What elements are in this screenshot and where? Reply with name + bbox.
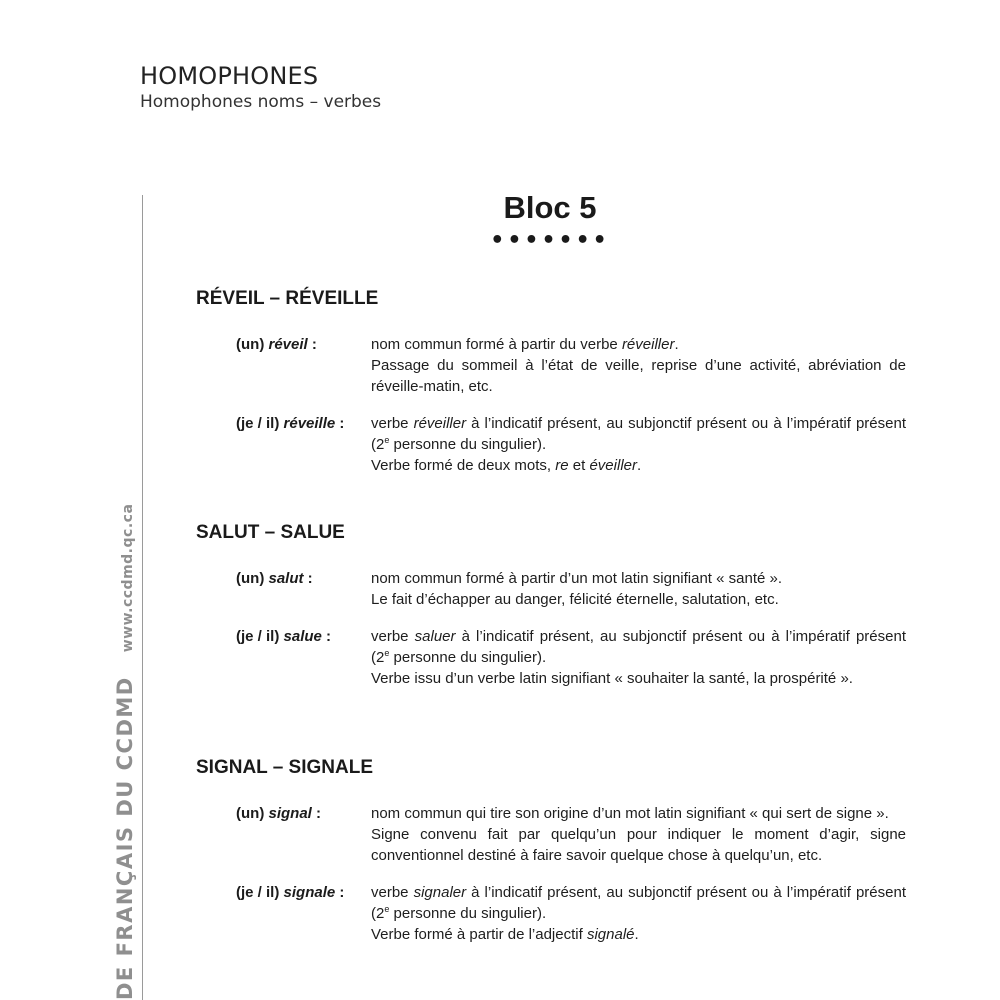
document-subtitle: Homophones noms – verbes xyxy=(140,92,382,112)
entry-definition: verbe signaler à l’indicatif présent, au subjonctif présent ou à l’impératif présent (2e personne du singulier). Verbe formé à partir de l’adjectif signalé. xyxy=(371,884,906,943)
section-title: SALUT – SALUE xyxy=(196,522,345,543)
page-header xyxy=(140,62,381,112)
entry-verb xyxy=(196,413,906,476)
section-salut xyxy=(196,522,906,689)
entry-definition: nom commun formé à partir du verbe réveiller. Passage du sommeil à l’état de veille, reprise d’une activité, abréviation de réveille-matin, etc. xyxy=(371,336,906,395)
side-watermark xyxy=(112,500,138,1000)
entry-label: (je / il) salue : xyxy=(236,628,332,645)
section-title: SIGNAL – SIGNALE xyxy=(196,757,374,778)
entry-definition: verbe saluer à l’indicatif présent, au subjonctif présent ou à l’impératif présent (2e personne du singulier). Verbe issu d’un verbe latin signifiant « souhaiter la santé, la prospérité ». xyxy=(371,628,906,687)
entry-label: (je / il) signale : xyxy=(236,884,345,901)
entry-definition: verbe réveiller à l’indicatif présent, au subjonctif présent ou à l’impératif présent (2e personne du singulier). Verbe formé de deux mots, re et éveiller. xyxy=(371,415,906,474)
entry-label: (je / il) réveille : xyxy=(236,415,345,432)
margin-rule xyxy=(142,195,143,1000)
entry-verb xyxy=(196,626,906,689)
section-title: RÉVEIL – RÉVEILLE xyxy=(196,288,379,309)
title-dots-divider: ••••••• xyxy=(490,228,610,253)
section-reveil xyxy=(196,288,906,476)
bloc-title: Bloc 5 xyxy=(503,190,597,225)
entry-noun xyxy=(196,334,906,397)
publisher-name: DE FRANÇAIS DU CCDMD xyxy=(113,676,137,1000)
entry-definition: nom commun qui tire son origine d’un mot latin signifiant « qui sert de signe ». Signe convenu fait par quelqu’un pour indiquer le moment d’agir, signe conventionnel destiné à faire savoir quelque chose à quelqu’un, etc. xyxy=(371,805,906,864)
document-title: HOMOPHONES xyxy=(140,62,319,90)
section-signal xyxy=(196,757,906,945)
entry-definition: nom commun formé à partir d’un mot latin signifiant « santé ». Le fait d’échapper au danger, félicité éternelle, salutation, etc. xyxy=(371,570,783,608)
publisher-url: www.ccdmd.qc.ca xyxy=(120,503,136,653)
entry-label: (un) signal : xyxy=(236,805,322,822)
entry-noun xyxy=(196,803,906,866)
entry-verb xyxy=(196,882,906,945)
entry-label: (un) salut : xyxy=(236,570,313,587)
entry-label: (un) réveil : xyxy=(236,336,317,353)
entry-noun xyxy=(196,568,906,610)
